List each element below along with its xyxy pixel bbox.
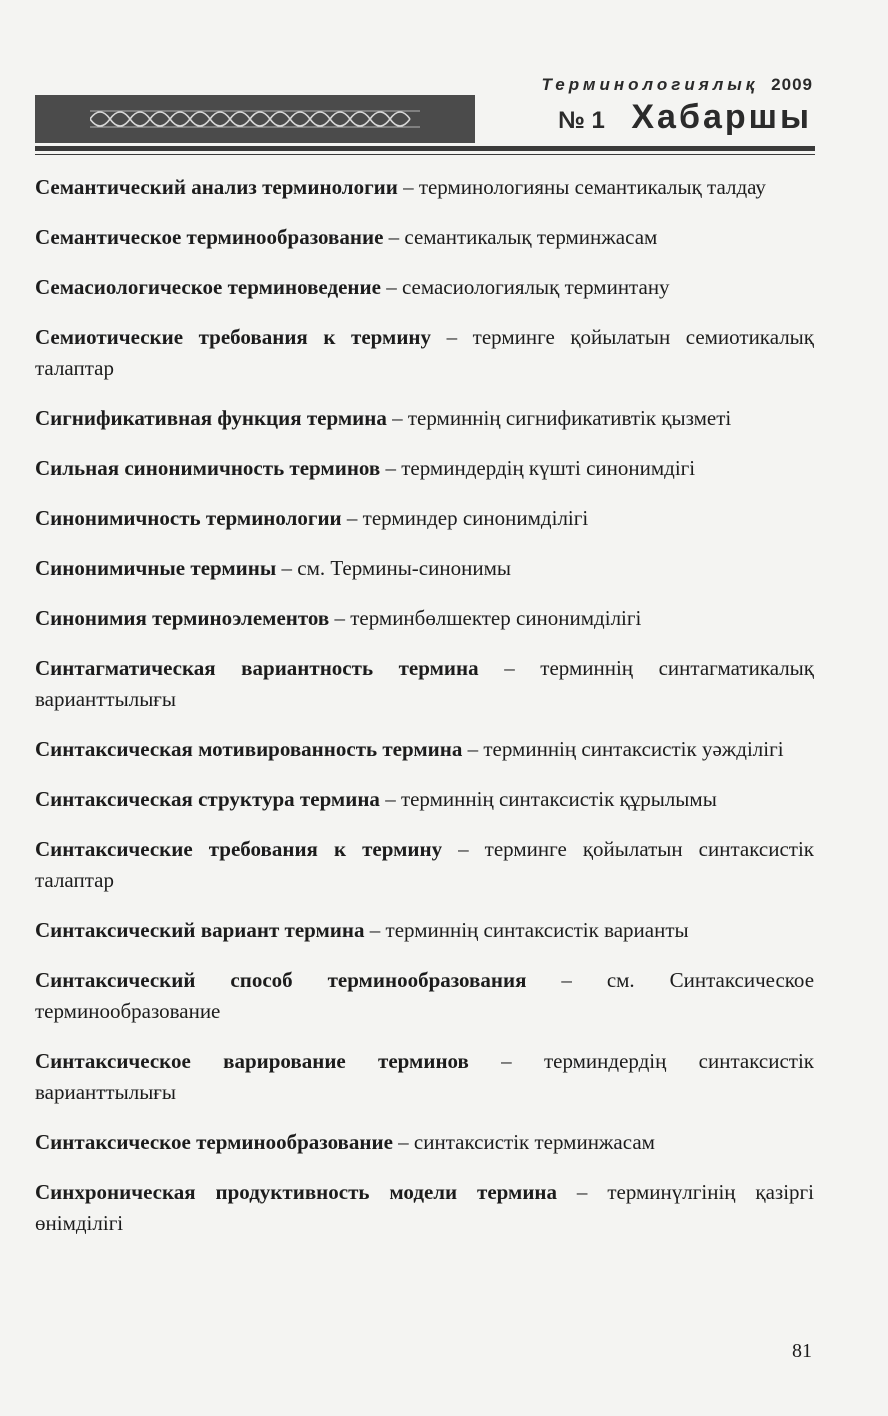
- glossary-entry: [35, 503, 814, 534]
- glossary-entry: [35, 1177, 814, 1239]
- entry-separator: –: [392, 1130, 414, 1154]
- glossary-entry: [35, 734, 814, 765]
- glossary-entry: [35, 653, 814, 715]
- entry-separator: –: [383, 225, 405, 249]
- entry-term: Семиотические требования к термину: [35, 325, 432, 349]
- glossary-entry: [35, 272, 814, 303]
- glossary-entry: [35, 784, 814, 815]
- issue-title: [558, 98, 812, 137]
- entry-term: Синонимичность терминологии: [35, 506, 342, 530]
- entry-separator: –: [364, 918, 386, 942]
- ornament-band: [35, 95, 475, 143]
- glossary-entry: [35, 834, 814, 896]
- entry-separator: –: [468, 1049, 544, 1073]
- glossary-entry: [35, 1127, 814, 1158]
- entry-definition: терминбөлшектер синонимділігі: [350, 606, 642, 630]
- entry-term: Семантический анализ терминологии: [35, 175, 398, 199]
- glossary-entry: [35, 453, 814, 484]
- entry-term: Синтаксическое варирование терминов: [35, 1049, 469, 1073]
- entry-definition: терминдердің күшті синонимдігі: [401, 456, 696, 480]
- entry-term: Синтаксическое терминообразование: [35, 1130, 393, 1154]
- entry-separator: –: [431, 325, 473, 349]
- entry-separator: –: [341, 506, 363, 530]
- entry-term: Сильная синонимичность терминов: [35, 456, 381, 480]
- header-rule-thick: [35, 146, 815, 151]
- entry-separator: –: [386, 406, 408, 430]
- entry-term: Синтаксическая структура термина: [35, 787, 380, 811]
- entry-definition: см. Синтаксическое терминообразование: [35, 968, 815, 1023]
- entry-definition: терминдердің синтаксистік варианттылығы: [35, 1049, 815, 1104]
- glossary-entry: [35, 172, 814, 203]
- glossary-entry: [35, 915, 814, 946]
- entry-definition: см. Термины-синонимы: [297, 556, 511, 580]
- entry-definition: терминологияны семантикалық талдау: [418, 175, 766, 199]
- entry-definition: терминнің синтаксистік уәжділігі: [483, 737, 784, 761]
- entry-definition: терминнің синтаксистік варианты: [385, 918, 689, 942]
- entry-term: Сигнификативная функция термина: [35, 406, 387, 430]
- entry-separator: –: [379, 787, 401, 811]
- entry-separator: –: [442, 837, 485, 861]
- entry-definition: терминге қойылатын семиотикалық талаптар: [35, 325, 814, 380]
- entry-definition: семантикалық терминжасам: [404, 225, 658, 249]
- journal-header: [0, 75, 813, 95]
- journal-year: 2009: [771, 75, 813, 94]
- entry-term: Синтаксическая мотивированность термина: [35, 737, 463, 761]
- entry-definition: терминдер синонимділігі: [362, 506, 589, 530]
- header-rule-thin: [35, 154, 815, 155]
- entry-definition: терминүлгінің қазіргі өнімділігі: [35, 1180, 815, 1235]
- journal-name: Терминологиялық: [541, 75, 759, 94]
- entry-separator: –: [557, 1180, 608, 1204]
- entry-separator: –: [380, 275, 402, 299]
- glossary-entry: [35, 1046, 814, 1108]
- entry-term: Синтаксический вариант термина: [35, 918, 365, 942]
- entry-separator: –: [526, 968, 607, 992]
- glossary-entry: [35, 603, 814, 634]
- ornament-icon: [90, 101, 420, 137]
- entry-term: Синонимичные термины: [35, 556, 277, 580]
- entry-term: Синонимия терминоэлементов: [35, 606, 330, 630]
- entry-term: Синтаксический способ терминообразования: [35, 968, 527, 992]
- entry-term: Синтаксические требования к термину: [35, 837, 443, 861]
- glossary-entry: [35, 965, 814, 1027]
- entry-term: Синхроническая продуктивность модели термина: [35, 1180, 558, 1204]
- entry-separator: –: [276, 556, 298, 580]
- entry-separator: –: [478, 656, 541, 680]
- entry-definition: терминнің сигнификативтік қызметі: [407, 406, 732, 430]
- entry-separator: –: [380, 456, 402, 480]
- glossary-entry: [35, 322, 814, 384]
- entry-term: Семантическое терминообразование: [35, 225, 384, 249]
- entry-separator: –: [329, 606, 351, 630]
- entry-separator: –: [397, 175, 419, 199]
- issue-number: № 1: [558, 107, 605, 134]
- glossary-entry: [35, 553, 814, 584]
- entry-definition: синтаксистік терминжасам: [413, 1130, 655, 1154]
- glossary-entry: [35, 222, 814, 253]
- entry-term: Синтагматическая вариантность термина: [35, 656, 479, 680]
- entry-separator: –: [462, 737, 484, 761]
- publication-title: Хабаршы: [631, 98, 812, 136]
- entry-definition: терминнің синтагматикалық варианттылығы: [35, 656, 814, 711]
- glossary-entry: [35, 403, 814, 434]
- entry-definition: семасиологиялық терминтану: [401, 275, 670, 299]
- entry-definition: терминге қойылатын синтаксистік талаптар: [35, 837, 815, 892]
- entry-term: Семасиологическое терминоведение: [35, 275, 381, 299]
- page-number: 81: [792, 1340, 812, 1362]
- glossary-list: [35, 172, 814, 1258]
- entry-definition: терминнің синтаксистік құрылымы: [400, 787, 717, 811]
